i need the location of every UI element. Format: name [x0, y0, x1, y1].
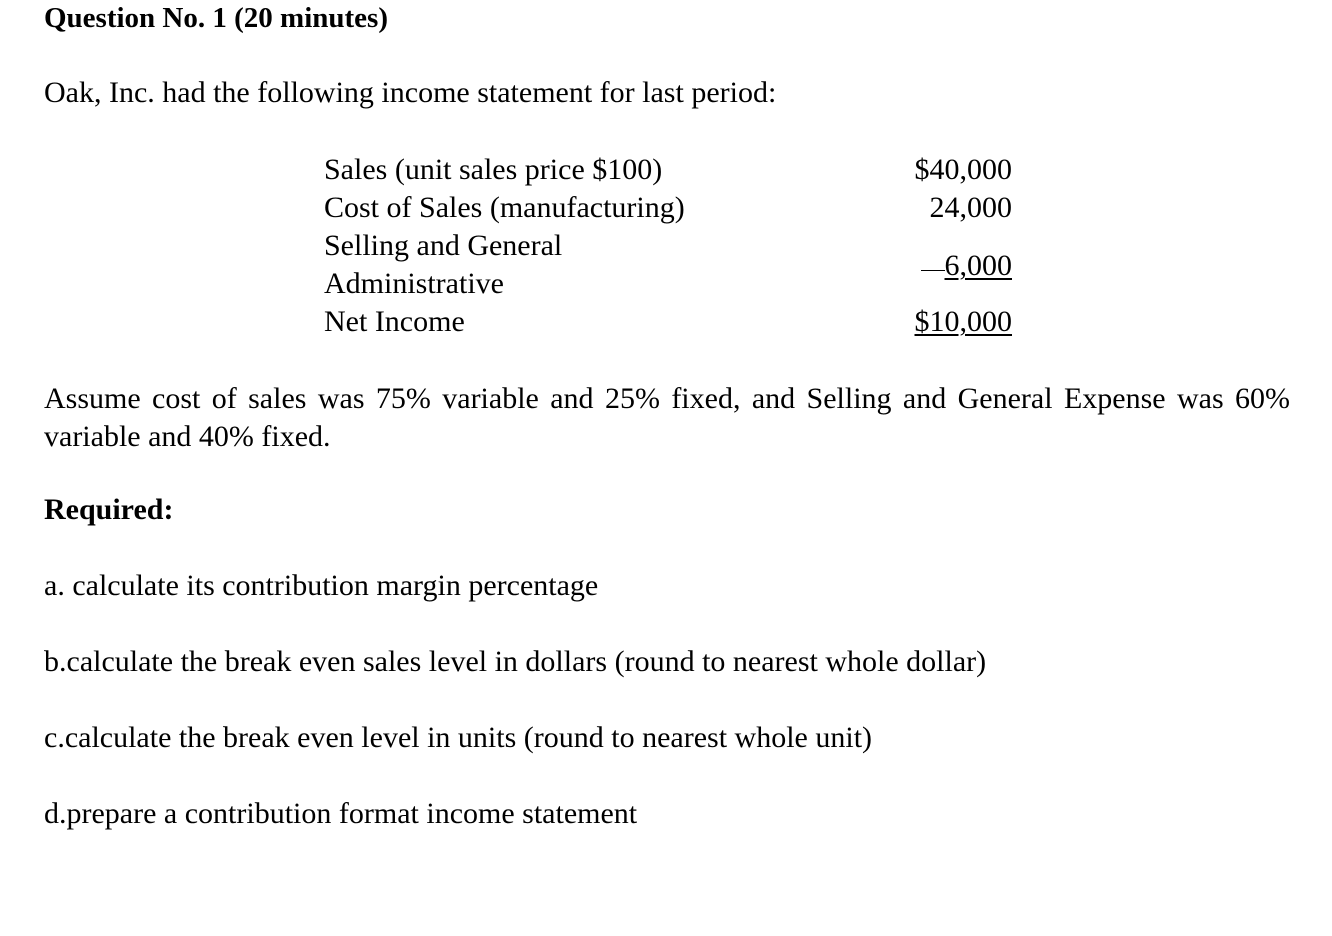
requirement-d: d.prepare a contribution format income statement [44, 797, 638, 830]
required-heading: Required: [44, 493, 174, 526]
cost-of-sales-label: Cost of Sales (manufacturing) [324, 191, 685, 224]
sga-label-line1: Selling and General [324, 229, 563, 262]
sga-value: 6,000 [944, 249, 1012, 282]
assumption-paragraph: Assume cost of sales was 75% variable and 25% fixed, and Selling and General Expense was 60% variable and 40% fixed. [44, 382, 1290, 453]
question-title: Question No. 1 (20 minutes) [44, 2, 388, 34]
sales-label: Sales (unit sales price $100) [324, 153, 663, 186]
sga-value-cell [921, 247, 1013, 285]
net-income-label: Net Income [324, 305, 465, 338]
requirement-b: b.calculate the break even sales level in dollars (round to nearest whole dollar) [44, 645, 987, 678]
intro-text: Oak, Inc. had the following income statement for last period: [44, 76, 777, 109]
sales-value: $40,000 [914, 153, 1012, 186]
net-income-value: $10,000 [914, 305, 1012, 338]
underline-leader [921, 270, 945, 272]
requirement-c: c.calculate the break even level in units (round to nearest whole unit) [44, 721, 873, 754]
cost-of-sales-value: 24,000 [929, 191, 1012, 224]
requirement-a: a. calculate its contribution margin percentage [44, 569, 599, 602]
sga-label-line2: Administrative [324, 267, 504, 300]
